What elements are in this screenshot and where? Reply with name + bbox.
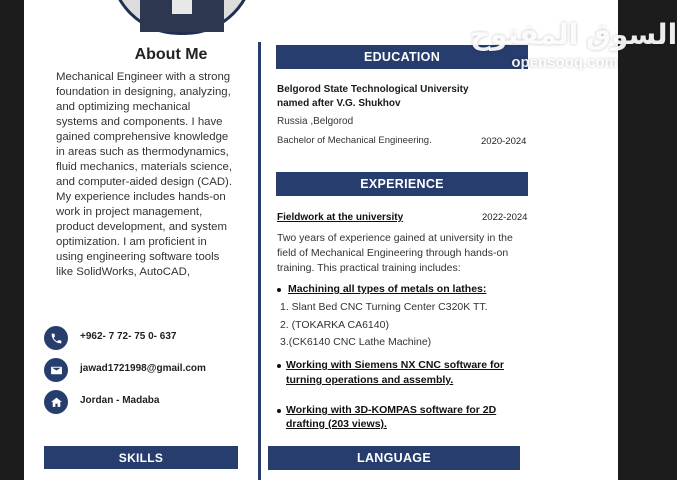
kompas-skill-cont: drafting (203 views). xyxy=(286,418,387,430)
about-line: fluid mechanics, materials science, xyxy=(56,161,232,173)
machine-item: 2. (TOKARKA CA6140) xyxy=(280,319,389,331)
contact-location xyxy=(44,390,254,414)
machining-heading: Machining all types of metals on lathes: xyxy=(288,283,487,295)
university-name-cont: named after V.G. Shukhov xyxy=(277,98,401,109)
bullet-dot xyxy=(277,288,281,292)
resume-page xyxy=(24,0,677,480)
about-me-text xyxy=(56,70,248,280)
education-dates: 2020-2024 xyxy=(481,136,527,147)
column-divider xyxy=(258,42,261,480)
about-line: My experience includes hands-on xyxy=(56,191,226,203)
email-address[interactable]: jawad1721998@gmail.com xyxy=(80,363,206,374)
machine-item: 1. Slant Bed CNC Turning Center C320K TT. xyxy=(280,301,488,313)
education-heading: EDUCATION xyxy=(276,45,528,69)
contact-phone xyxy=(44,326,254,350)
profile-photo xyxy=(109,0,255,35)
email-icon xyxy=(44,358,68,382)
bullet-dot xyxy=(277,409,281,413)
about-line: Mechanical Engineer with a strong xyxy=(56,71,231,83)
experience-line: Two years of experience gained at university in the xyxy=(277,232,513,244)
experience-description xyxy=(277,231,539,276)
language-heading: LANGUAGE xyxy=(268,446,520,470)
university-name: Belgorod State Technological University xyxy=(277,84,469,95)
bullet-dot xyxy=(277,364,281,368)
about-line: and optimizing mechanical xyxy=(56,101,191,113)
watermark-arabic: السوق المفتوح xyxy=(470,19,677,50)
profile-photo-shirt xyxy=(172,0,192,14)
education-location: Russia ,Belgorod xyxy=(277,116,354,127)
phone-icon xyxy=(44,326,68,350)
location-icon xyxy=(44,390,68,414)
about-line: like SolidWorks, AutoCAD, xyxy=(56,266,190,278)
machine-item: 3.(CK6140 CNC Lathe Machine) xyxy=(280,336,432,348)
experience-line: field of Mechanical Engineering through hands-on xyxy=(277,247,509,259)
about-me-heading: About Me xyxy=(134,46,208,63)
about-line: in areas such as thermodynamics, xyxy=(56,146,229,158)
about-line: systems and components. I have xyxy=(56,116,223,128)
about-line: gained comprehensive knowledge xyxy=(56,131,229,143)
kompas-skill: Working with 3D-KOMPAS software for 2D xyxy=(286,404,497,416)
watermark-latin: opensooq.com xyxy=(511,54,618,71)
about-line: and computer-aided design (CAD). xyxy=(56,176,233,188)
location-text: Jordan - Madaba xyxy=(80,395,160,406)
contact-email xyxy=(44,358,254,382)
experience-heading: EXPERIENCE xyxy=(276,172,528,196)
about-line: foundation in designing, analyzing, xyxy=(56,86,231,98)
experience-role: Fieldwork at the university xyxy=(277,212,404,223)
experience-line: training. This practical training includes: xyxy=(277,262,461,274)
about-line: optimization. I am proficient in xyxy=(56,236,207,248)
degree: Bachelor of Mechanical Engineering. xyxy=(277,135,432,146)
about-line: using engineering software tools xyxy=(56,251,220,263)
experience-dates: 2022-2024 xyxy=(482,212,528,223)
siemens-skill-cont: turning operations and assembly. xyxy=(286,374,454,386)
about-line: product development, and system xyxy=(56,221,227,233)
about-line: work in project management, xyxy=(56,206,203,218)
siemens-skill: Working with Siemens NX CNC software for xyxy=(286,359,505,371)
skills-heading: SKILLS xyxy=(44,446,238,469)
phone-number: +962- 7 72- 75 0- 637 xyxy=(80,331,177,342)
